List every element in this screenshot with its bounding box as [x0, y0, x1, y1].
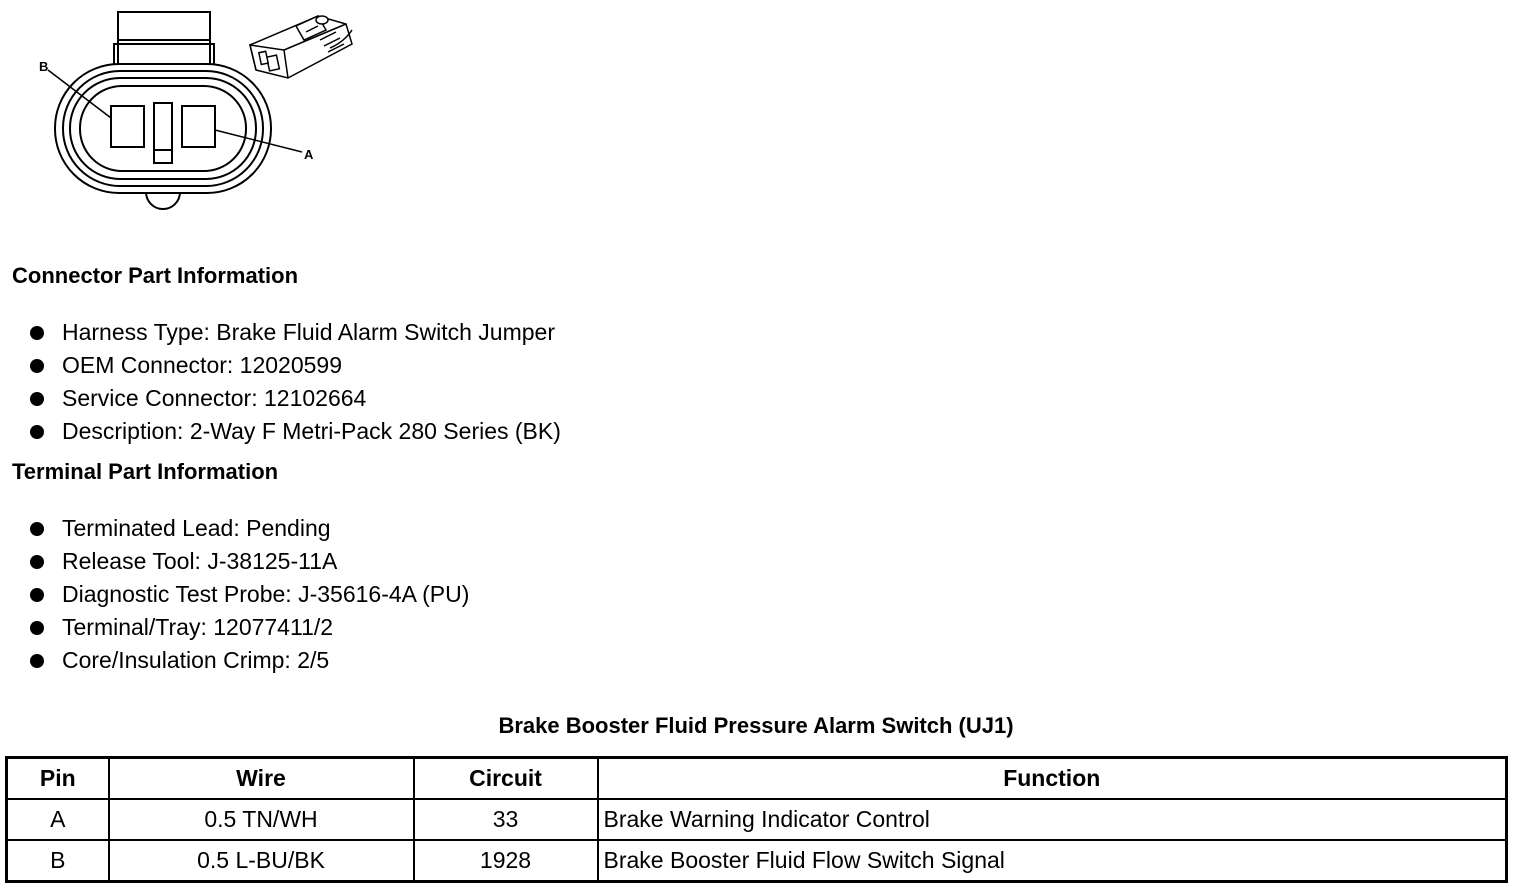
list-item-text: Description: 2-Way F Metri-Pack 280 Series (BK)	[62, 418, 561, 444]
header-function: Function	[598, 758, 1507, 800]
pinout-table	[5, 756, 1508, 883]
bullet-icon	[30, 392, 44, 406]
connector-3d-icon	[250, 16, 352, 78]
bullet-icon	[30, 654, 44, 668]
cell-circuit: 33	[414, 799, 598, 840]
connector-diagram	[0, 0, 400, 225]
list-item-text: Release Tool: J-38125-11A	[62, 548, 338, 574]
cell-function: Brake Booster Fluid Flow Switch Signal	[598, 840, 1507, 882]
list-item	[28, 349, 561, 382]
pin-label-a: A	[304, 147, 314, 162]
list-item	[28, 578, 469, 611]
header-wire: Wire	[109, 758, 414, 800]
bullet-icon	[30, 522, 44, 536]
cell-circuit: 1928	[414, 840, 598, 882]
list-item-text: Terminated Lead: Pending	[62, 515, 331, 541]
bullet-icon	[30, 425, 44, 439]
list-item-text: Harness Type: Brake Fluid Alarm Switch Jumper	[62, 319, 555, 345]
cell-pin: A	[7, 799, 109, 840]
pinout-table-title: Brake Booster Fluid Pressure Alarm Switch (UJ1)	[498, 713, 1014, 738]
pin-label-b: B	[39, 59, 49, 74]
list-item	[28, 316, 561, 349]
list-item	[28, 644, 469, 677]
list-item	[28, 512, 469, 545]
terminal-part-info-list	[28, 512, 469, 677]
bullet-icon	[30, 555, 44, 569]
connector-part-info-heading: Connector Part Information	[12, 263, 299, 288]
list-item-text: Service Connector: 12102664	[62, 385, 367, 411]
cell-function: Brake Warning Indicator Control	[598, 799, 1507, 840]
list-item	[28, 415, 561, 448]
bullet-icon	[30, 326, 44, 340]
cell-wire: 0.5 TN/WH	[109, 799, 414, 840]
bullet-icon	[30, 621, 44, 635]
header-circuit: Circuit	[414, 758, 598, 800]
list-item-text: OEM Connector: 12020599	[62, 352, 343, 378]
table-header-row	[7, 758, 1507, 800]
connector-part-info-list	[28, 316, 561, 448]
bullet-icon	[30, 588, 44, 602]
terminal-part-info-heading: Terminal Part Information	[12, 459, 279, 484]
bullet-icon	[30, 359, 44, 373]
list-item	[28, 545, 469, 578]
header-pin: Pin	[7, 758, 109, 800]
list-item-text: Core/Insulation Crimp: 2/5	[62, 647, 330, 673]
table-row	[7, 799, 1507, 840]
list-item-text: Terminal/Tray: 12077411/2	[62, 614, 334, 640]
list-item-text: Diagnostic Test Probe: J-35616-4A (PU)	[62, 581, 470, 607]
list-item	[28, 611, 469, 644]
list-item	[28, 382, 561, 415]
cell-pin: B	[7, 840, 109, 882]
cell-wire: 0.5 L-BU/BK	[109, 840, 414, 882]
connector-face-drawing	[55, 12, 271, 209]
table-row	[7, 840, 1507, 882]
